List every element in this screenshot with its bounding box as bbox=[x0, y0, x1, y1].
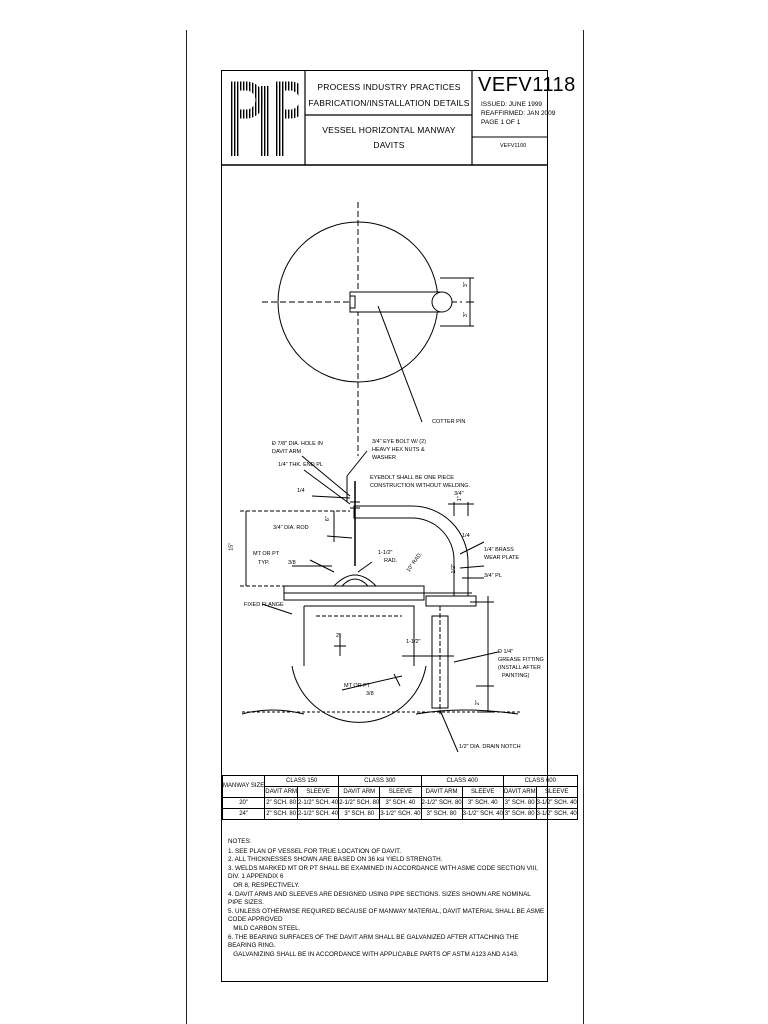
note-item: 4. DAVIT ARMS AND SLEEVES ARE DESIGNED USING PIPE SECTIONS. SIZES SHOWN ARE NOMINAL PIPE SIZES. bbox=[228, 890, 531, 907]
dim-3a-label: 3" bbox=[462, 282, 469, 288]
note-item: 3. WELDS MARKED MT OR PT SHALL BE EXAMINED IN ACCORDANCE WITH ASME CODE SECTION VIII, DIV. 1 APPENDIX 6 bbox=[228, 864, 538, 881]
table-cell: 2" SCH. 80 bbox=[265, 809, 298, 820]
table-subheader: DAVIT ARM bbox=[339, 787, 380, 798]
mt-pt-label-2: MT OR PT bbox=[344, 683, 371, 689]
dim-1-1-2-label: 1-1/2" bbox=[406, 639, 421, 645]
table-subheader: SLEEVE bbox=[380, 787, 421, 798]
davit-size-table bbox=[222, 775, 578, 820]
eyebolt-label-3: WASHER bbox=[372, 455, 396, 461]
page-number: PAGE 1 OF 1 bbox=[481, 119, 521, 126]
table-cell: 20" bbox=[223, 798, 265, 809]
weld-size-label-d: 3/8 bbox=[366, 691, 374, 697]
note-item: 2. ALL THICKNESSES SHOWN ARE BASED ON 36 ksi YIELD STRENGTH. bbox=[228, 856, 443, 864]
org-line-2: FABRICATION/INSTALLATION DETAILS bbox=[308, 98, 470, 108]
table-header-manway: MANWAY SIZE bbox=[223, 776, 265, 798]
table-subheader: SLEEVE bbox=[536, 787, 577, 798]
table-cell: 3" SCH. 80 bbox=[421, 809, 462, 820]
logo-text: PIP bbox=[228, 80, 230, 81]
notes-block bbox=[228, 838, 546, 959]
table-cell: 2" SCH. 80 bbox=[265, 798, 298, 809]
table-cell: 3-1/2" SCH. 40 bbox=[380, 809, 421, 820]
note-item: 1. SEE PLAN OF VESSEL FOR TRUE LOCATION OF DAVIT. bbox=[228, 847, 401, 855]
dim-three-quarter: 3/4" bbox=[454, 491, 464, 497]
radius-label-1: 1-1/2" bbox=[378, 550, 393, 556]
table-cell: 3" SCH. 80 bbox=[503, 809, 536, 820]
hole-label-2: DAVIT ARM bbox=[272, 449, 302, 455]
bend-radius-label: 10" RAD. bbox=[405, 551, 424, 574]
grease-label-2: GREASE FITTING bbox=[498, 657, 544, 663]
dim-2-label: 2" bbox=[336, 633, 342, 639]
reaffirmed-date: REAFFIRMED: JAN 2009 bbox=[481, 110, 556, 117]
table-header-class300: CLASS 300 bbox=[339, 776, 421, 787]
org-line-1: PROCESS INDUSTRY PRACTICES bbox=[317, 82, 461, 92]
table-cell: 3" SCH. 40 bbox=[462, 798, 503, 809]
dim-15-label: 15" bbox=[228, 542, 235, 551]
note-item: 5. UNLESS OTHERWISE REQUIRED BECAUSE OF MANWAY MATERIAL, DAVIT MATERIAL SHALL BE ASME CODE APPROVED bbox=[228, 907, 545, 924]
dim-half-label: 1/2" bbox=[451, 563, 458, 574]
notes-title: NOTES: bbox=[228, 838, 252, 845]
table-subheader: DAVIT ARM bbox=[421, 787, 462, 798]
brass-label-2: WEAR PLATE bbox=[484, 555, 520, 561]
drawing-title-1: VESSEL HORIZONTAL MANWAY bbox=[322, 125, 456, 135]
table-cell: 3-1/2" SCH. 40 bbox=[462, 809, 503, 820]
cotter-pin-label: COTTER PIN bbox=[432, 419, 466, 425]
weld-size-label-b: 1/4 bbox=[462, 533, 470, 539]
reference-number: VEFV1100 bbox=[500, 143, 527, 149]
table-cell: 3-1/2" SCH. 40 bbox=[536, 809, 577, 820]
table-cell: 2-1/2" SCH. 80 bbox=[421, 798, 462, 809]
table-cell: 3-1/2" SCH. 40 bbox=[536, 798, 577, 809]
weld-size-label-a: 1/4 bbox=[297, 488, 305, 494]
table-cell: 3" SCH. 40 bbox=[380, 798, 421, 809]
typ-label: TYP. bbox=[258, 560, 270, 566]
rod-label: 3/4" DIA. ROD bbox=[273, 525, 309, 531]
dim-6-label: 6" bbox=[324, 516, 331, 522]
grease-label-1: Đ 1/4" bbox=[498, 649, 514, 655]
table-header-class600: CLASS 600 bbox=[503, 776, 577, 787]
doc-number: VEFV1118 bbox=[478, 74, 576, 96]
note-item: MILD CARBON STEEL. bbox=[228, 924, 301, 932]
dim-3b-label: 3" bbox=[462, 312, 469, 318]
note-item: GALVANIZING SHALL BE IN ACCORDANCE WITH APPLICABLE PARTS OF ASTM A123 AND A143. bbox=[228, 950, 519, 958]
eyebolt-note-1: EYEBOLT SHALL BE ONE PIECE bbox=[370, 475, 454, 481]
table-subheader: SLEEVE bbox=[462, 787, 503, 798]
eyebolt-note-2: CONSTRUCTION WITHOUT WELDING. bbox=[370, 483, 471, 489]
table-cell: 2-1/2" SCH. 40 bbox=[298, 798, 339, 809]
table-cell: 2-1/2" SCH. 80 bbox=[339, 798, 380, 809]
davit-drawing bbox=[222, 166, 547, 772]
note-item: OR 8, RESPECTIVELY. bbox=[228, 881, 300, 889]
table-cell: 3" SCH. 80 bbox=[503, 798, 536, 809]
plate-label: 3/4" PL bbox=[484, 573, 502, 579]
table-subheader: SLEEVE bbox=[298, 787, 339, 798]
dim-2b-label: 2" bbox=[474, 700, 481, 706]
pip-logo bbox=[228, 80, 300, 158]
grease-label-4: PAINTING) bbox=[502, 673, 530, 679]
table-cell: 3" SCH. 80 bbox=[339, 809, 380, 820]
table-row bbox=[223, 809, 578, 820]
hole-label-1: Đ 7/8" DIA. HOLE IN bbox=[272, 441, 323, 447]
table-header-class150: CLASS 150 bbox=[265, 776, 339, 787]
weld-size-label-c: 3/8 bbox=[288, 560, 296, 566]
end-plate-label: 1/4" THK. END PL bbox=[278, 462, 323, 468]
dim-1-label: 1" bbox=[456, 496, 463, 502]
table-subheader: DAVIT ARM bbox=[265, 787, 298, 798]
grease-label-3: (INSTALL AFTER bbox=[498, 665, 541, 671]
table-header-class400: CLASS 400 bbox=[421, 776, 503, 787]
table-subheader: DAVIT ARM bbox=[503, 787, 536, 798]
fixed-flange-label: FIXED FLANGE bbox=[244, 602, 284, 608]
note-item: 6. THE BEARING SURFACES OF THE DAVIT ARM SHALL BE GALVANIZED AFTER ATTACHING THE BEARING RING. bbox=[228, 933, 519, 950]
table-cell: 2-1/2" SCH. 40 bbox=[298, 809, 339, 820]
table-row bbox=[223, 798, 578, 809]
brass-label-1: 1/4" BRASS bbox=[484, 547, 514, 553]
radius-label-2: RAD. bbox=[384, 558, 398, 564]
mt-pt-label-1: MT OR PT bbox=[253, 551, 280, 557]
issued-date: ISSUED: JUNE 1999 bbox=[481, 101, 543, 108]
eyebolt-label-1: 3/4" EYE BOLT W/ (2) bbox=[372, 439, 427, 445]
drain-notch-label: 1/2" DIA. DRAIN NOTCH bbox=[459, 744, 521, 750]
drawing-title-2: DAVITS bbox=[373, 140, 405, 150]
table-cell: 24" bbox=[223, 809, 265, 820]
eyebolt-label-2: HEAVY HEX NUTS & bbox=[372, 447, 425, 453]
